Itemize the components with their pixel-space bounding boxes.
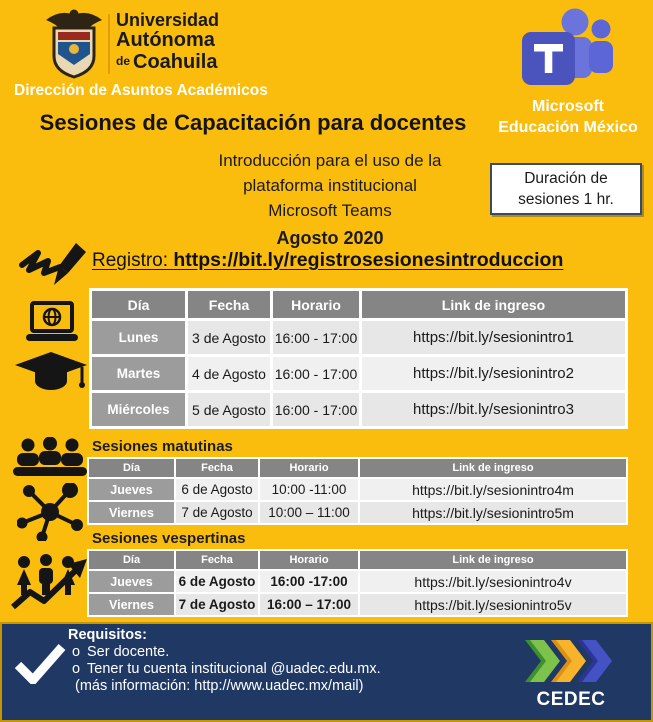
teams-icon	[518, 6, 614, 96]
col-header-link: Link de ingreso	[360, 551, 626, 569]
requisito-item: o Ser docente.	[68, 644, 381, 661]
cedec-label: CEDEC	[536, 689, 606, 710]
university-wordmark	[116, 11, 219, 74]
laptop-globe-icon	[24, 301, 80, 347]
col-header-dia: Día	[92, 291, 185, 318]
university-crest-icon	[44, 7, 104, 81]
day-cell: Miércoles	[92, 393, 185, 426]
vespertinas-table	[87, 549, 628, 617]
intro-month: Agosto 2020	[276, 228, 384, 248]
date-cell: 3 de Agosto	[188, 321, 270, 354]
col-header-dia: Día	[89, 459, 174, 477]
date-cell: 6 de Agosto	[176, 571, 258, 592]
cedec-logo	[516, 640, 626, 711]
col-header-fecha: Fecha	[176, 551, 258, 569]
date-cell: 7 de Agosto	[176, 502, 258, 523]
time-cell: 16:00 -17:00	[260, 571, 358, 592]
page-title: Sesiones de Capacitación para docentes	[39, 110, 467, 135]
col-header-horario: Horario	[260, 551, 358, 569]
session-link[interactable]: https://bit.ly/sesionintro4m	[360, 479, 626, 500]
date-cell: 6 de Agosto	[176, 479, 258, 500]
people-group-icon	[13, 437, 87, 479]
header-divider	[108, 14, 110, 74]
vespertinas-title: Sesiones vespertinas	[92, 530, 246, 547]
requisitos-block	[68, 627, 381, 695]
day-cell: Jueves	[89, 571, 174, 592]
requisitos-title: Requisitos:	[68, 627, 147, 643]
col-header-horario: Horario	[260, 459, 358, 477]
mail-info-link[interactable]: http://www.uadec.mx/mail	[194, 678, 359, 694]
day-cell: Martes	[92, 357, 185, 390]
session-link[interactable]: https://bit.ly/sesionintro1	[362, 321, 625, 354]
day-cell: Jueves	[89, 479, 174, 500]
university-line2: Autónoma	[116, 29, 215, 52]
session-link[interactable]: https://bit.ly/sesionintro3	[362, 393, 625, 426]
graduation-cap-icon	[15, 352, 87, 398]
time-cell: 16:00 - 17:00	[273, 357, 359, 390]
session-link[interactable]: https://bit.ly/sesionintro4v	[360, 571, 626, 592]
matutinas-title: Sesiones matutinas	[92, 438, 233, 455]
col-header-fecha: Fecha	[176, 459, 258, 477]
microsoft-education-label: Microsoft Educación México	[498, 98, 638, 136]
session-link[interactable]: https://bit.ly/sesionintro5v	[360, 594, 626, 615]
day-cell: Viernes	[89, 594, 174, 615]
main-schedule-table	[89, 288, 628, 429]
date-cell: 7 de Agosto	[176, 594, 258, 615]
university-line3: de Coahuila	[116, 51, 218, 74]
university-line1: Universidad	[116, 10, 220, 30]
cedec-chevrons-icon	[525, 640, 617, 682]
more-info-note: (más información: http://www.uadec.mx/mail)	[75, 678, 364, 694]
col-header-fecha: Fecha	[188, 291, 270, 318]
col-header-dia: Día	[89, 551, 174, 569]
day-cell: Viernes	[89, 502, 174, 523]
intro-text: Introducción para el uso de la plataforma institucional Microsoft Teams Agosto 2020	[140, 148, 520, 251]
requisito-item: o Tener tu cuenta institucional @uadec.edu.mx.	[68, 661, 381, 678]
department-name: Dirección de Asuntos Académicos	[14, 82, 268, 99]
session-link[interactable]: https://bit.ly/sesionintro2	[362, 357, 625, 390]
time-cell: 16:00 - 17:00	[273, 393, 359, 426]
col-header-horario: Horario	[273, 291, 359, 318]
col-header-link: Link de ingreso	[362, 291, 625, 318]
col-header-link: Link de ingreso	[360, 459, 626, 477]
people-growth-icon	[11, 553, 87, 613]
check-icon	[14, 644, 66, 684]
duration-box: Duración de sesiones 1 hr.	[490, 163, 642, 215]
day-cell: Lunes	[92, 321, 185, 354]
time-cell: 16:00 - 17:00	[273, 321, 359, 354]
matutinas-table	[87, 457, 628, 525]
bullet-marker: o	[72, 644, 81, 660]
registro-line	[92, 249, 563, 272]
time-cell: 10:00 – 11:00	[260, 502, 358, 523]
network-icon	[17, 483, 83, 541]
time-cell: 10:00 -11:00	[260, 479, 358, 500]
time-cell: 16:00 – 17:00	[260, 594, 358, 615]
date-cell: 4 de Agosto	[188, 357, 270, 390]
bullet-marker: o	[72, 661, 81, 677]
pen-icon	[16, 241, 88, 289]
date-cell: 5 de Agosto	[188, 393, 270, 426]
registro-link[interactable]: https://bit.ly/registrosesionesintroduccion	[173, 249, 564, 271]
registro-label: Registro:	[92, 250, 174, 271]
session-link[interactable]: https://bit.ly/sesionintro5m	[360, 502, 626, 523]
